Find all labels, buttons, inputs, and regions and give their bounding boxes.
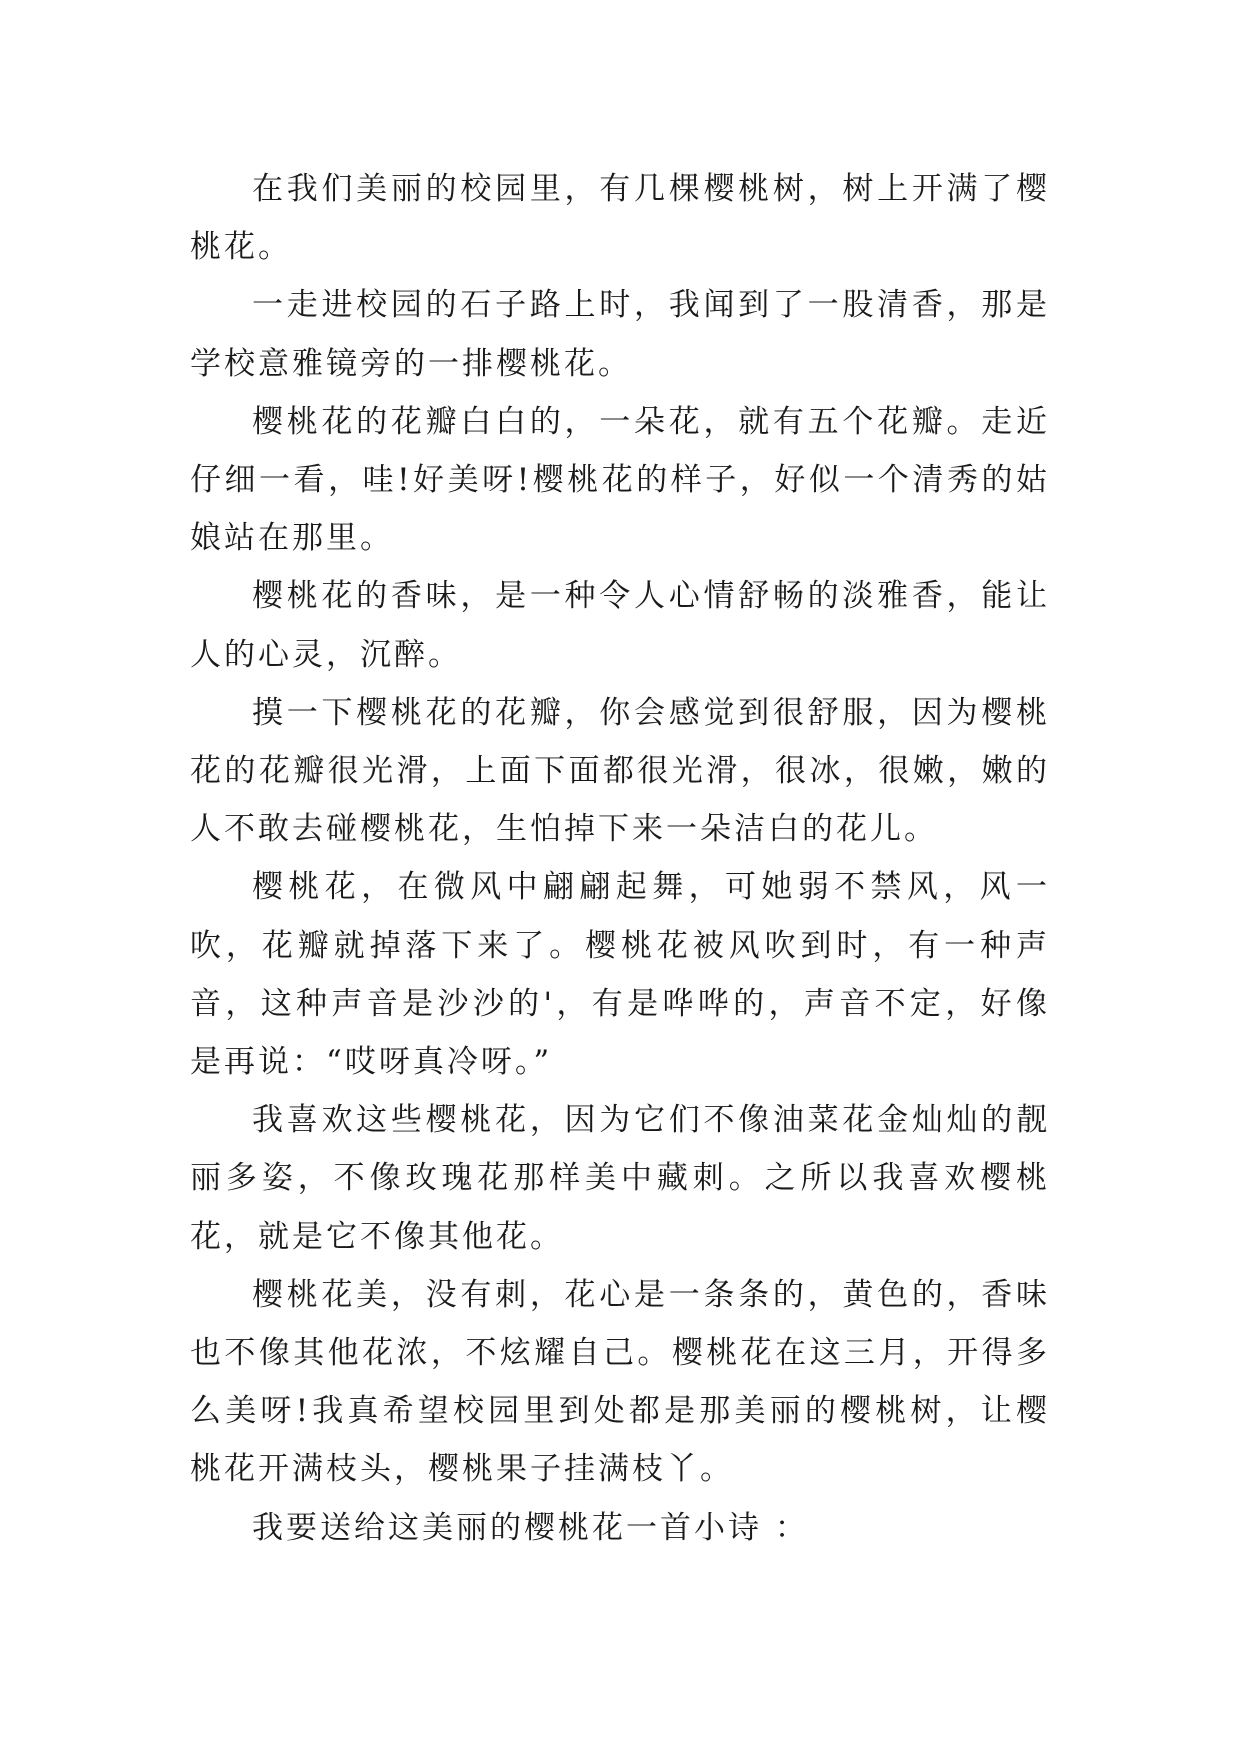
- paragraph: 我要送给这美丽的樱桃花一首小诗 ：: [252, 1509, 809, 1546]
- document-body: [190, 160, 1050, 1557]
- paragraph: 摸一下樱桃花的花瓣，你会感觉到很舒服，因为樱桃花的花瓣很光滑，上面下面都很光滑，很冰，很嫩，嫩的人不敢去碰樱桃花，生怕掉下来一朵洁白的花儿。: [190, 694, 1050, 848]
- paragraph: 在我们美丽的校园里，有几棵樱桃树，树上开满了樱桃花。: [190, 171, 1050, 266]
- paragraph: 樱桃花美，没有刺，花心是一条条的，黄色的，香味也不像其他花浓，不炫耀自己。樱桃花在这三月，开得多么美呀!我真希望校园里到处都是那美丽的樱桃树，让樱桃花开满枝头，樱桃果子挂满枝丫。: [190, 1276, 1050, 1488]
- paragraph: 一走进校园的石子路上时，我闻到了一股清香，那是学校意雅镜旁的一排樱桃花。: [190, 287, 1050, 382]
- paragraph: 樱桃花的香味，是一种令人心情舒畅的淡雅香，能让人的心灵，沉醉。: [190, 578, 1050, 673]
- paragraph: 我喜欢这些樱桃花，因为它们不像油菜花金灿灿的靓丽多姿，不像玫瑰花那样美中藏刺。之所以我喜欢樱桃花，就是它不像其他花。: [190, 1102, 1050, 1255]
- paragraph: 樱桃花的花瓣白白的，一朵花，就有五个花瓣。走近仔细一看，哇!好美呀!樱桃花的样子，好似一个清秀的姑娘站在那里。: [190, 403, 1050, 557]
- paragraph: 樱桃花，在微风中翩翩起舞，可她弱不禁风，风一吹，花瓣就掉落下来了。樱桃花被风吹到时，有一种声音，这种声音是沙沙的'，有是哗哗的，声音不定，好像是再说：“哎呀真冷呀。”: [190, 869, 1050, 1081]
